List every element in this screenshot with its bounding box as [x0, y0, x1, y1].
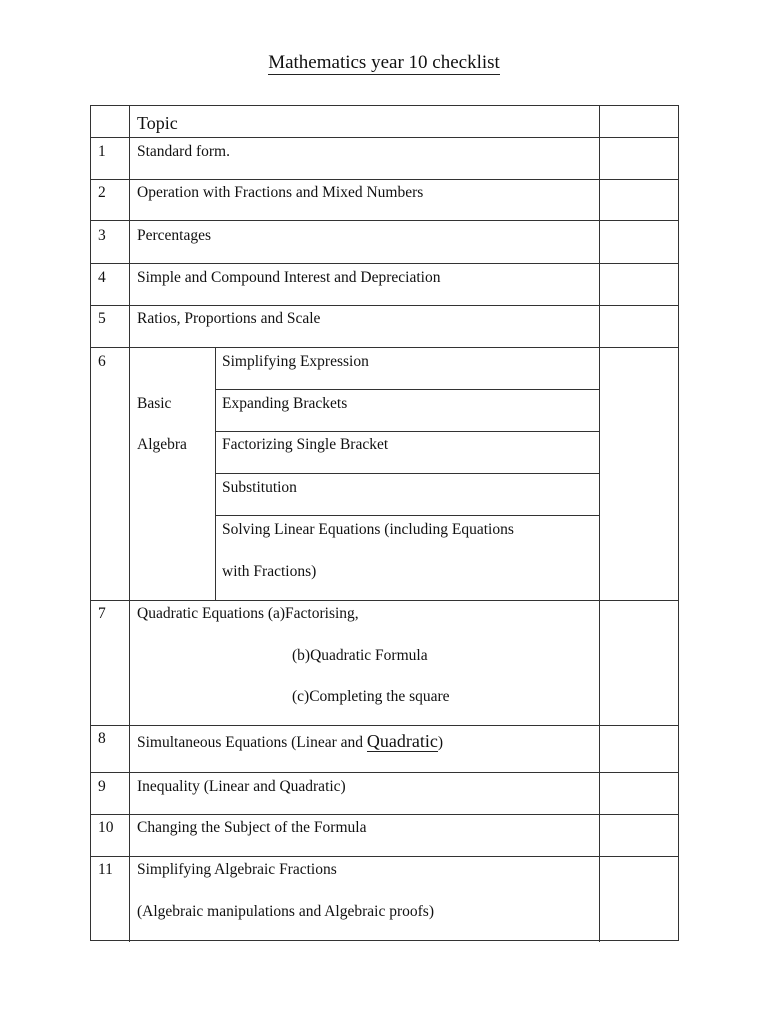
row-number: 9 — [98, 778, 106, 795]
row-divider — [91, 814, 678, 815]
group-label-algebra: Algebra — [137, 436, 187, 453]
sub-row-divider — [215, 389, 599, 390]
row-divider — [91, 179, 678, 180]
sub-row-divider — [215, 431, 599, 432]
row-number: 3 — [98, 227, 106, 244]
topic-cell: Inequality (Linear and Quadratic) — [137, 778, 346, 795]
row-divider — [91, 263, 678, 264]
row-divider — [91, 600, 678, 601]
topic-subline: (b)Quadratic Formula — [292, 647, 428, 664]
row-number: 2 — [98, 184, 106, 201]
topic-text-end: ) — [437, 734, 444, 751]
topic-cell: Operation with Fractions and Mixed Numbers — [137, 184, 424, 201]
topic-text: Simultaneous Equations (Linear and — [137, 734, 367, 751]
row-divider — [91, 220, 678, 221]
topic-subline: (Algebraic manipulations and Algebraic proofs) — [137, 903, 434, 920]
topic-cell: Changing the Subject of the Formula — [137, 819, 367, 836]
row-number: 11 — [98, 861, 113, 878]
topic-cell — [137, 731, 443, 753]
topic-cell: Quadratic Equations (a)Factorising, — [137, 605, 359, 622]
row-number: 7 — [98, 605, 106, 622]
subtopic-cell: Solving Linear Equations (including Equations — [222, 521, 514, 538]
topic-cell: Simplifying Algebraic Fractions — [137, 861, 337, 878]
topic-cell: Percentages — [137, 227, 212, 244]
topic-header: Topic — [137, 113, 178, 133]
row-divider — [91, 305, 678, 306]
row-divider — [91, 725, 678, 726]
subtopic-cell: Expanding Brackets — [222, 395, 348, 412]
column-divider-check — [599, 106, 600, 942]
row-number: 6 — [98, 353, 106, 370]
page-title: Mathematics year 10 checklist — [268, 52, 500, 73]
group-label-basic: Basic — [137, 395, 172, 412]
subtopic-cell: Factorizing Single Bracket — [222, 436, 389, 453]
row-number: 5 — [98, 310, 106, 327]
topic-cell: Simple and Compound Interest and Depreciation — [137, 269, 441, 286]
row-divider — [91, 347, 678, 348]
row-number: 1 — [98, 143, 106, 160]
row-number: 10 — [98, 819, 114, 836]
topic-cell: Standard form. — [137, 143, 230, 160]
sub-row-divider — [215, 473, 599, 474]
sub-row-divider — [215, 515, 599, 516]
row-number: 4 — [98, 269, 106, 286]
row-divider — [91, 772, 678, 773]
subtopic-cell: Simplifying Expression — [222, 353, 369, 370]
row-number: 8 — [98, 730, 106, 747]
topic-subline: (c)Completing the square — [292, 688, 450, 705]
row-divider — [91, 856, 678, 857]
checklist-table — [90, 105, 679, 941]
subtopic-cell: Substitution — [222, 479, 297, 496]
subtopic-cell-continued: with Fractions) — [222, 563, 317, 580]
topic-emphasis: Quadratic — [366, 731, 438, 751]
column-divider-number — [129, 106, 130, 942]
topic-cell: Ratios, Proportions and Scale — [137, 310, 321, 327]
row-divider — [91, 137, 678, 138]
